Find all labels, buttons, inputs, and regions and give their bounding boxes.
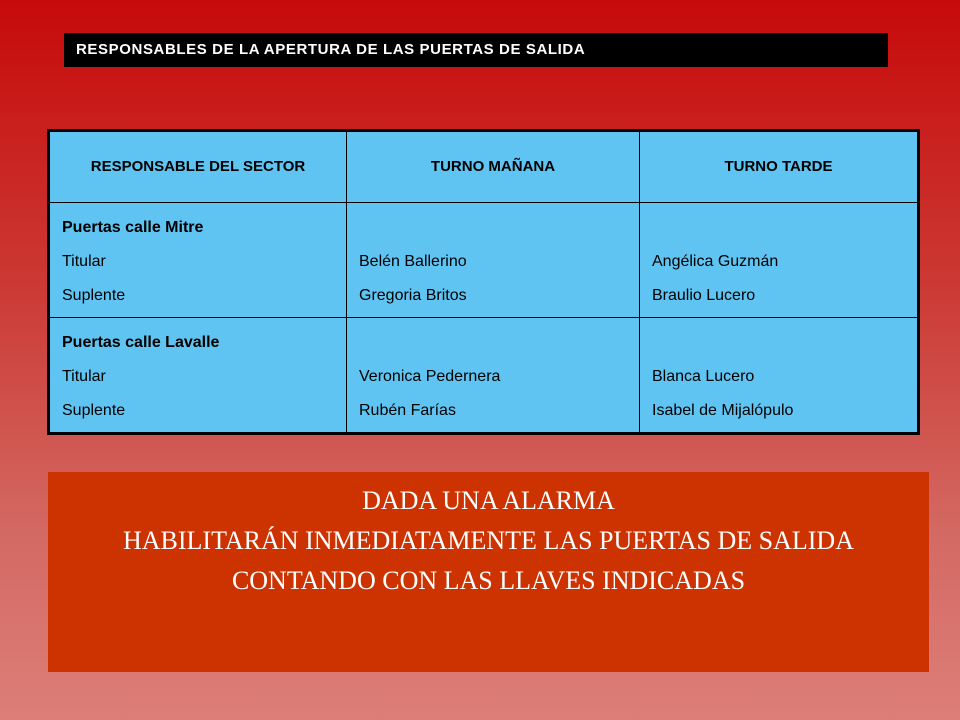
alarm-line: HABILITARÁN INMEDIATAMENTE LAS PUERTAS DE SALIDA <box>123 526 854 555</box>
header-morning: TURNO MAÑANA <box>347 131 640 203</box>
sector-name: Puertas calle Lavalle <box>62 334 220 351</box>
person-name: Rubén Farías <box>359 402 456 419</box>
sector-cell <box>49 318 347 434</box>
table-row <box>49 203 919 318</box>
alarm-line: DADA UNA ALARMA <box>362 486 615 515</box>
page-title: RESPONSABLES DE LA APERTURA DE LAS PUERTAS DE SALIDA <box>64 33 888 67</box>
person-name: Belén Ballerino <box>359 253 467 270</box>
person-name: Veronica Pedernera <box>359 368 501 385</box>
table-row <box>49 318 919 434</box>
role-label: Suplente <box>62 287 126 304</box>
sector-cell <box>49 203 347 318</box>
alarm-line: CONTANDO CON LAS LLAVES INDICADAS <box>231 566 746 595</box>
person-name: Isabel de Mijalópulo <box>652 402 794 419</box>
table-header-row <box>49 131 919 203</box>
responsables-table <box>47 129 920 435</box>
afternoon-cell <box>640 318 919 434</box>
morning-cell <box>347 318 640 434</box>
role-label: Titular <box>62 368 106 385</box>
person-name: Blanca Lucero <box>652 368 755 385</box>
sector-name: Puertas calle Mitre <box>62 219 204 236</box>
morning-cell <box>347 203 640 318</box>
header-afternoon: TURNO TARDE <box>640 131 919 203</box>
person-name: Angélica Guzmán <box>652 253 779 270</box>
alarm-notice <box>48 472 929 672</box>
header-sector: RESPONSABLE DEL SECTOR <box>49 131 347 203</box>
role-label: Titular <box>62 253 106 270</box>
person-name: Gregoria Britos <box>359 287 467 304</box>
afternoon-cell <box>640 203 919 318</box>
person-name: Braulio Lucero <box>652 287 756 304</box>
role-label: Suplente <box>62 402 126 419</box>
